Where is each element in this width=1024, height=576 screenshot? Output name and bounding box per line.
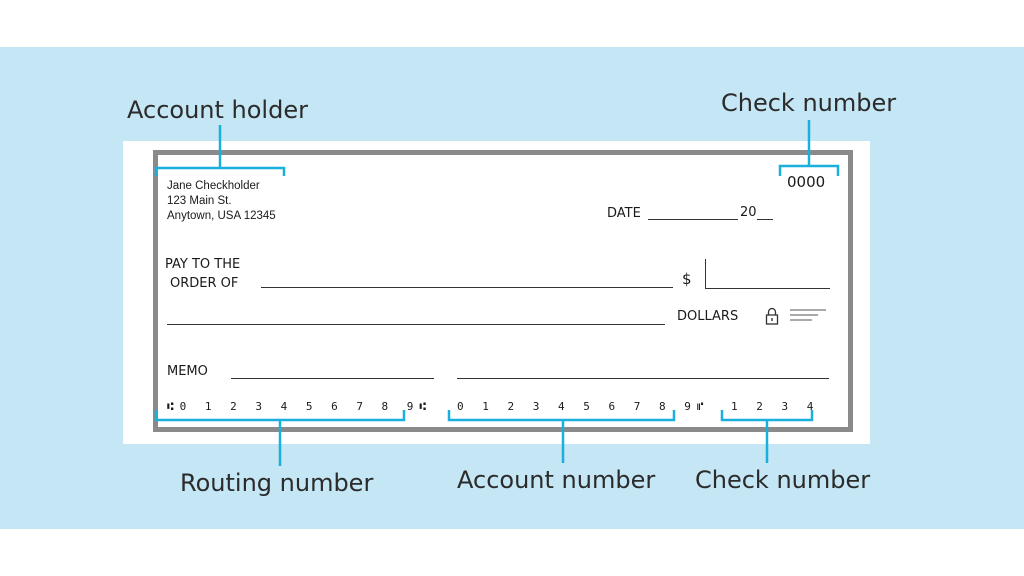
- check-number-top-label: Check number: [721, 89, 897, 117]
- check-number-bottom-bracket: [722, 410, 812, 420]
- memo-label: MEMO: [167, 364, 208, 379]
- account-number-label: Account number: [457, 466, 656, 494]
- account-micr: 0 1 2 3 4 5 6 7 8 9⑈: [457, 400, 710, 413]
- pay-to-label-line1: PAY TO THE: [165, 257, 241, 272]
- check-number-value: 0000: [787, 173, 826, 191]
- dollar-sign: $: [682, 270, 692, 288]
- holder-street: 123 Main St.: [167, 195, 232, 207]
- holder-city: Anytown, USA 12345: [167, 210, 276, 222]
- pay-to-label-line2: ORDER OF: [170, 276, 239, 291]
- check-number-top-bracket: [780, 166, 838, 176]
- date-year: 20: [740, 205, 757, 220]
- dollars-label: DOLLARS: [677, 309, 739, 324]
- holder-name: Jane Checkholder: [167, 180, 260, 192]
- routing-micr: ⑆0 1 2 3 4 5 6 7 8 9⑆: [167, 400, 433, 413]
- account-holder-label: Account holder: [127, 96, 308, 124]
- account-holder-bracket: [156, 168, 284, 176]
- check-number-bottom-label: Check number: [695, 466, 871, 494]
- account-number-bracket: [449, 410, 674, 420]
- routing-number-label: Routing number: [180, 469, 374, 497]
- check-number-micr: 1 2 3 4: [731, 400, 820, 413]
- routing-number-bracket: [156, 410, 404, 420]
- date-label: DATE: [607, 206, 641, 221]
